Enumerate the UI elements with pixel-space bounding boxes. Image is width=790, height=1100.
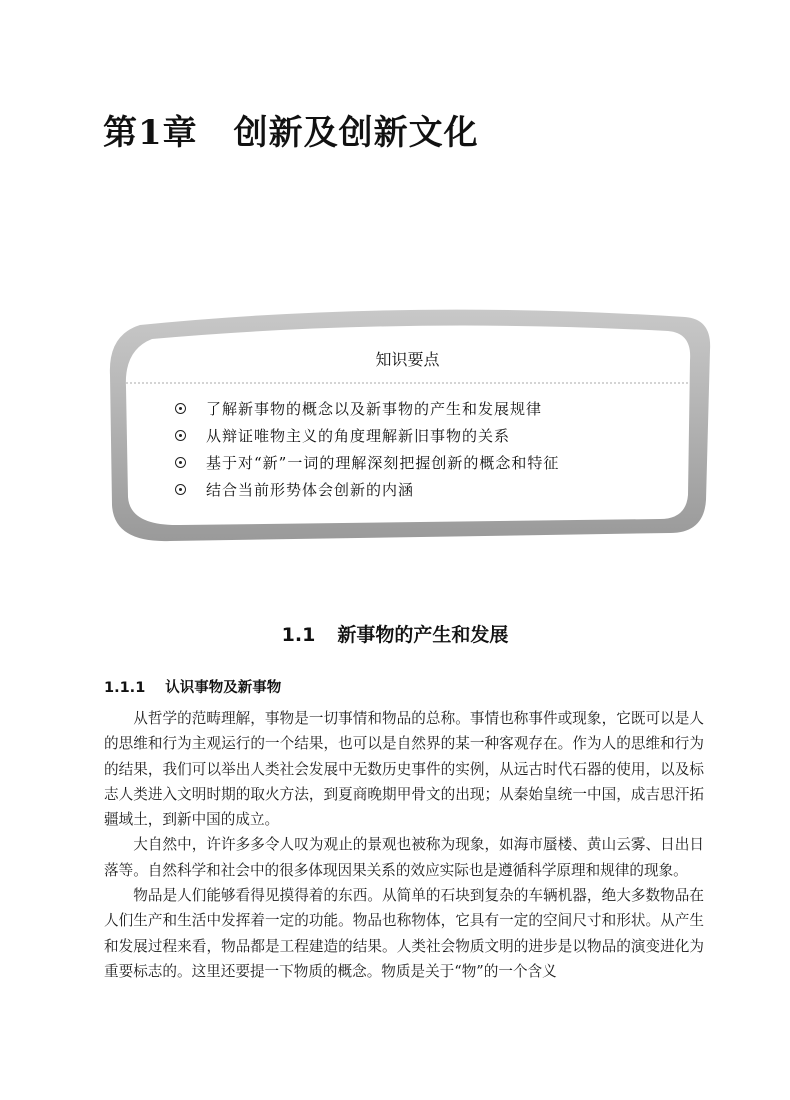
paragraph: 物品是人们能够看得见摸得着的东西。从简单的石块到复杂的车辆机器，绝大多数物品在人们生产和生活中发挥着一定的功能。物品也称物体，它具有一定的空间尺寸和形状。从产生和发展过程来看，物品都是工程建造的结果。人类社会物质文明的进步是以物品的演变进化为重要标志的。这里还要提一下物质的概念。物质是关于“物”的一个含义	[104, 887, 704, 980]
list-item	[175, 449, 559, 476]
list-item	[175, 422, 559, 449]
knowledge-points-list	[175, 395, 559, 503]
list-item-text: 了解新事物的概念以及新事物的产生和发展规律	[206, 400, 543, 418]
knowledge-points-title: 知识要点	[375, 350, 440, 369]
chapter-name: 创新及创新文化	[233, 113, 479, 153]
paragraph: 大自然中，许许多多令人叹为观止的景观也被称为现象，如海市蜃楼、黄山云雾、日出日落等。自然科学和社会中的很多体现因果关系的效应实际也是遵循科学原理和规律的现象。	[104, 836, 704, 879]
list-item-text: 基于对“新”一词的理解深刻把握创新的概念和特征	[206, 454, 560, 472]
chapter-number: 第1章	[103, 113, 198, 153]
bullet-icon	[175, 430, 186, 441]
subsection-number: 1.1.1	[104, 680, 146, 696]
bullet-icon	[175, 484, 186, 495]
paragraph: 从哲学的范畴理解，事物是一切事情和物品的总称。事情也称事件或现象，它既可以是人的思维和行为主观运行的一个结果，也可以是自然界的某一种客观存在。作为人的思维和行为的结果，我们可以举出人类社会发展中无数历史事件的实例，从远古时代石器的使用，以及标志人类进入文明时期的取火方法，到夏商晚期甲骨文的出现；从秦始皇统一中国，成吉思汗拓疆域土，到新中国的成立。	[104, 710, 704, 829]
chapter-title	[103, 105, 479, 154]
section-heading	[0, 620, 790, 647]
list-item-text: 结合当前形势体会创新的内涵	[206, 481, 415, 499]
list-item	[175, 476, 559, 503]
knowledge-points-box	[100, 305, 715, 545]
section-number: 1.1	[281, 624, 316, 646]
list-item	[175, 395, 559, 422]
body-text	[104, 706, 704, 984]
bullet-icon	[175, 457, 186, 468]
section-name: 新事物的产生和发展	[337, 624, 509, 646]
subsection-name: 认识事物及新事物	[165, 680, 282, 696]
bullet-icon	[175, 403, 186, 414]
subsection-heading	[104, 676, 281, 697]
list-item-text: 从辩证唯物主义的角度理解新旧事物的关系	[206, 427, 511, 445]
